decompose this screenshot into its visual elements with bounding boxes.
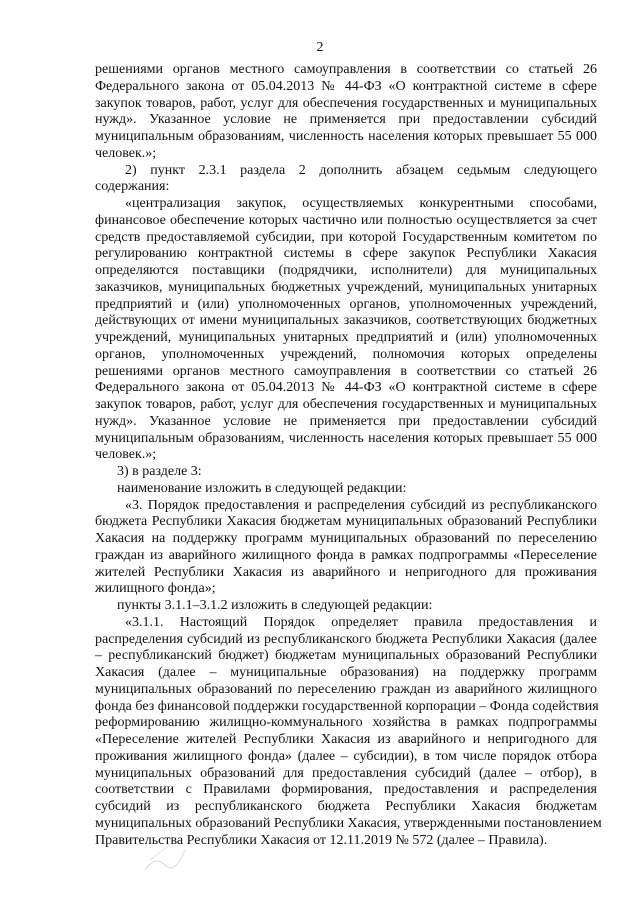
text-line: субсидий из республиканского бюджета Республики Хакасия бюджетам [95, 799, 597, 814]
text-line: «3. Порядок предоставления и распределения субсидий из республиканского [125, 497, 597, 513]
text-line: проживания жилищного фонда» (далее – субсидии), в том числе порядок отбора [95, 748, 597, 764]
text-line: муниципальным образованиям, численность населения которых превышает 55 000 [95, 430, 597, 446]
text-line: решениями органов местного самоуправления в соответствии со статьей 26 [95, 363, 597, 379]
text-line: органов, уполномоченных учреждений, полномочия которых определены [95, 346, 597, 362]
text-line: учреждений, муниципальных унитарных предприятий и (или) уполномоченных [95, 330, 597, 345]
text-line: определяются поставщики (подрядчики, исполнители) для муниципальных [95, 263, 597, 278]
text-line: регулированию контрактной системы в сфере закупок Республики Хакасия [95, 246, 597, 262]
text-line: средств предоставляемой субсидии, при которой Государственным комитетом по [95, 229, 597, 245]
text-line: граждан из аварийного жилищного фонда в рамках подпрограммы «Переселение [95, 547, 597, 563]
text-line: финансовое обеспечение которых частично или полностью осуществляется за счет [95, 212, 597, 228]
faint-mark [140, 830, 200, 880]
text-line: пункты 3.1.1–3.1.2 изложить в следующей редакции: [117, 598, 433, 613]
text-line: закупок товаров, работ, услуг для обеспечения государственных и муниципальных [95, 95, 597, 111]
text-line: Хакасия (далее – муниципальные образования) на поддержку программ [95, 665, 597, 680]
text-line: соответствии с Правилами формирования, предоставления и распределения [95, 782, 597, 798]
text-line: «3.1.1. Настоящий Порядок определяет правила предоставления и [125, 614, 597, 630]
text-line: 3) в разделе 3: [117, 464, 202, 479]
text-line: – республиканский бюджет) бюджетам муниципальных образований Республики [95, 648, 597, 664]
text-line: Федерального закона от 05.04.2013 № 44-ФЗ «О контрактной системе в сфере [95, 380, 597, 396]
text-line: человек.»; [95, 447, 157, 463]
text-line: муниципальным образованиям, численность населения которых превышает 55 000 [95, 129, 597, 144]
text-line: бюджета Республики Хакасия бюджетам муниципальных образований Республики [95, 514, 597, 530]
text-line: «Переселение жителей Республики Хакасия из аварийного и непригодного для [95, 732, 597, 747]
text-line: муниципальных образований Республики Хакасия, утвержденными постановлением [95, 815, 602, 831]
text-line: распределения субсидий из республиканского бюджета Республики Хакасия (далее [95, 631, 597, 647]
text-line: Федерального закона от 05.04.2013 № 44-ФЗ «О контрактной системе в сфере [95, 78, 597, 94]
text-line: закупок товаров, работ, услуг для обеспечения государственных и муниципальных [95, 397, 597, 412]
page-number: 2 [316, 40, 324, 55]
text-line: реформированию жилищно-коммунального хозяйства в рамках подпрограммы [95, 715, 597, 731]
text-line: нужд». Указанное условие не применяется при предоставлении субсидий [95, 112, 597, 128]
text-line: муниципальных образований для предоставления субсидий (далее – отбор), в [95, 765, 597, 781]
text-line: Хакасия на поддержку программ муниципальных образований по переселению [95, 531, 597, 546]
text-line: фонда без финансовой поддержки государственной корпорации – Фонда содействия [95, 698, 599, 714]
text-line: жителей Республики Хакасия из аварийного и непригодного для проживания [95, 564, 597, 580]
text-line: решениями органов местного самоуправления в соответствии со статьей 26 [95, 62, 597, 77]
text-line: человек.»; [95, 145, 157, 161]
text-line: Правительства Республики Хакасия от 12.11.2019 № 572 (далее – Правила). [95, 832, 548, 848]
text-line: заказчиков, муниципальных бюджетных учреждений, муниципальных унитарных [95, 279, 597, 295]
text-line: действующих от имени муниципальных заказчиков, соответствующих бюджетных [95, 313, 597, 329]
text-line: предприятий и (или) уполномоченных органов, уполномоченных учреждений, [95, 296, 597, 312]
text-line: 2) пункт 2.3.1 раздела 2 дополнить абзацем седьмым следующего [125, 162, 597, 178]
text-line: наименование изложить в следующей редакции: [117, 480, 407, 496]
text-line: нужд». Указанное условие не применяется при предоставлении субсидий [95, 413, 597, 429]
document-body [95, 62, 602, 849]
text-line: жилищного фонда»; [95, 581, 216, 597]
text-line: «централизация закупок, осуществляемых конкурентными способами, [125, 196, 597, 211]
text-line: муниципальных образований по переселению граждан из аварийного жилищного [95, 681, 597, 697]
text-line: содержания: [95, 179, 170, 195]
